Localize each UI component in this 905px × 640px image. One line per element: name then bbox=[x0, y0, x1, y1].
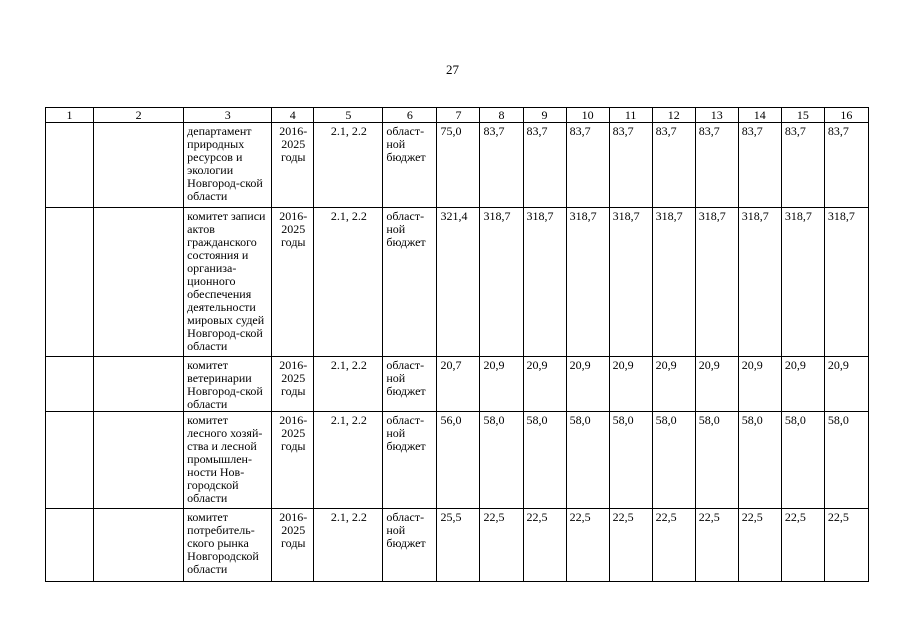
cell-value: 22,5 bbox=[781, 509, 824, 582]
cell-value: 22,5 bbox=[824, 509, 868, 582]
column-header: 16 bbox=[824, 108, 868, 123]
cell-period: 2016-2025 годы bbox=[272, 412, 314, 509]
column-header: 12 bbox=[652, 108, 695, 123]
cell-value: 22,5 bbox=[695, 509, 738, 582]
cell-value: 22,5 bbox=[609, 509, 652, 582]
cell-value: 58,0 bbox=[652, 412, 695, 509]
column-header: 10 bbox=[566, 108, 609, 123]
column-header: 11 bbox=[609, 108, 652, 123]
cell-value: 58,0 bbox=[609, 412, 652, 509]
cell-executor: комитет записи актов гражданского состояния и организа-ционного обеспечения деятельности мировых судей Новгород-ской области bbox=[184, 208, 272, 357]
cell-value: 83,7 bbox=[523, 123, 566, 208]
cell-value: 20,9 bbox=[523, 357, 566, 412]
cell-value: 83,7 bbox=[781, 123, 824, 208]
cell-col2 bbox=[94, 208, 184, 357]
cell-source: област-ной бюджет bbox=[383, 412, 437, 509]
cell-executor: комитет ветеринарии Новгород-ской области bbox=[184, 357, 272, 412]
column-header: 7 bbox=[437, 108, 480, 123]
cell-value: 22,5 bbox=[566, 509, 609, 582]
cell-value: 83,7 bbox=[695, 123, 738, 208]
cell-value: 318,7 bbox=[566, 208, 609, 357]
table-row bbox=[46, 208, 869, 357]
cell-source: област-ной бюджет bbox=[383, 123, 437, 208]
cell-value: 20,9 bbox=[824, 357, 868, 412]
cell-value: 20,9 bbox=[609, 357, 652, 412]
column-header: 5 bbox=[314, 108, 383, 123]
table-row bbox=[46, 412, 869, 509]
column-header: 4 bbox=[272, 108, 314, 123]
cell-tasks: 2.1, 2.2 bbox=[314, 412, 383, 509]
cell-value: 318,7 bbox=[652, 208, 695, 357]
cell-value: 83,7 bbox=[609, 123, 652, 208]
budget-table bbox=[45, 107, 869, 582]
cell-value: 318,7 bbox=[781, 208, 824, 357]
cell-value: 83,7 bbox=[480, 123, 523, 208]
cell-value: 20,9 bbox=[480, 357, 523, 412]
cell-value: 318,7 bbox=[738, 208, 781, 357]
table-row bbox=[46, 509, 869, 582]
cell-value: 318,7 bbox=[824, 208, 868, 357]
cell-col1 bbox=[46, 509, 94, 582]
cell-source: област-ной бюджет bbox=[383, 357, 437, 412]
cell-col2 bbox=[94, 357, 184, 412]
cell-value: 22,5 bbox=[738, 509, 781, 582]
cell-value: 58,0 bbox=[738, 412, 781, 509]
cell-value: 75,0 bbox=[437, 123, 480, 208]
cell-tasks: 2.1, 2.2 bbox=[314, 509, 383, 582]
cell-period: 2016-2025 годы bbox=[272, 509, 314, 582]
cell-tasks: 2.1, 2.2 bbox=[314, 123, 383, 208]
cell-value: 318,7 bbox=[480, 208, 523, 357]
cell-col2 bbox=[94, 123, 184, 208]
cell-value: 58,0 bbox=[566, 412, 609, 509]
cell-value: 20,7 bbox=[437, 357, 480, 412]
cell-value: 321,4 bbox=[437, 208, 480, 357]
cell-tasks: 2.1, 2.2 bbox=[314, 208, 383, 357]
cell-value: 83,7 bbox=[738, 123, 781, 208]
cell-col1 bbox=[46, 123, 94, 208]
cell-value: 318,7 bbox=[523, 208, 566, 357]
cell-period: 2016-2025 годы bbox=[272, 357, 314, 412]
column-header: 6 bbox=[383, 108, 437, 123]
cell-source: област-ной бюджет bbox=[383, 509, 437, 582]
cell-value: 20,9 bbox=[781, 357, 824, 412]
cell-source: област-ной бюджет bbox=[383, 208, 437, 357]
cell-col1 bbox=[46, 412, 94, 509]
cell-value: 20,9 bbox=[566, 357, 609, 412]
cell-period: 2016-2025 годы bbox=[272, 123, 314, 208]
cell-value: 20,9 bbox=[652, 357, 695, 412]
table-row bbox=[46, 357, 869, 412]
cell-value: 58,0 bbox=[695, 412, 738, 509]
table-row bbox=[46, 123, 869, 208]
column-header: 9 bbox=[523, 108, 566, 123]
cell-value: 318,7 bbox=[609, 208, 652, 357]
cell-executor: комитет потребитель-ского рынка Новгородской области bbox=[184, 509, 272, 582]
page-number: 27 bbox=[446, 62, 459, 77]
table-header-row bbox=[46, 108, 869, 123]
column-header: 8 bbox=[480, 108, 523, 123]
cell-value: 83,7 bbox=[824, 123, 868, 208]
cell-value: 20,9 bbox=[738, 357, 781, 412]
cell-value: 58,0 bbox=[523, 412, 566, 509]
cell-col1 bbox=[46, 208, 94, 357]
cell-value: 58,0 bbox=[480, 412, 523, 509]
column-header: 3 bbox=[184, 108, 272, 123]
cell-value: 20,9 bbox=[695, 357, 738, 412]
cell-executor: комитет лесного хозяй-ства и лесной промышлен-ности Нов-городской области bbox=[184, 412, 272, 509]
cell-value: 58,0 bbox=[824, 412, 868, 509]
cell-col1 bbox=[46, 357, 94, 412]
cell-value: 58,0 bbox=[781, 412, 824, 509]
cell-value: 22,5 bbox=[652, 509, 695, 582]
column-header: 1 bbox=[46, 108, 94, 123]
cell-col2 bbox=[94, 509, 184, 582]
cell-value: 56,0 bbox=[437, 412, 480, 509]
column-header: 13 bbox=[695, 108, 738, 123]
cell-executor: департамент природных ресурсов и экологии Новгород-ской области bbox=[184, 123, 272, 208]
cell-tasks: 2.1, 2.2 bbox=[314, 357, 383, 412]
cell-col2 bbox=[94, 412, 184, 509]
cell-value: 83,7 bbox=[566, 123, 609, 208]
cell-value: 83,7 bbox=[652, 123, 695, 208]
cell-value: 22,5 bbox=[480, 509, 523, 582]
cell-value: 25,5 bbox=[437, 509, 480, 582]
cell-value: 318,7 bbox=[695, 208, 738, 357]
column-header: 14 bbox=[738, 108, 781, 123]
cell-value: 22,5 bbox=[523, 509, 566, 582]
cell-period: 2016-2025 годы bbox=[272, 208, 314, 357]
column-header: 15 bbox=[781, 108, 824, 123]
column-header: 2 bbox=[94, 108, 184, 123]
